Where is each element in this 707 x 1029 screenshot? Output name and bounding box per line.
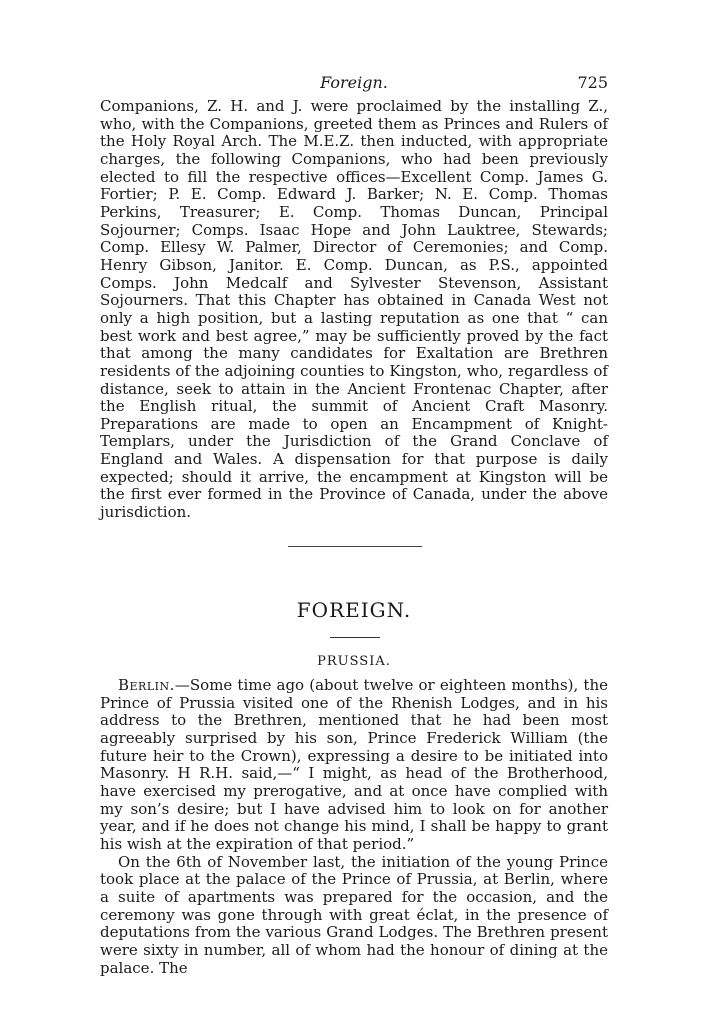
title-rule (330, 637, 380, 638)
subsection-title: PRUSSIA. (317, 654, 391, 669)
body-column-top (100, 98, 608, 522)
page-number: 725 (577, 73, 608, 92)
running-head-title: Foreign. (320, 73, 388, 92)
paragraph-initiation: On the 6th of November last, the initiation of the young Prince took place at the palace of the Prince of Prussia, at Berlin, where a suite of apartments was prepared for the occasion, and the ceremony was gone through with great éclat, in the presence of deputations from the various Grand Lodges. The Brethren present were sixty in number, all of whom had the honour of dining at the palace. The (100, 852, 608, 977)
section-divider (288, 546, 422, 547)
paragraph-chapter-installation: Companions, Z. H. and J. were proclaimed by the installing Z., who, with the Companions, greeted them as Princes and Rulers of the Holy Royal Arch. The M.E.Z. then inducted, with appropriate charges, the following Companions, who had been previously elected to fill the respective offices—Excellent Comp. James G. Fortier; P. E. Comp. Edward J. Barker; N. E. Comp. Thomas Perkins, Treasurer; E. Comp. Thomas Duncan, Principal Sojourner; Comps. Isaac Hope and John Lauktree, Stewards; Comp. Ellesy W. Palmer, Director of Ceremonies; and Comp. Henry Gibson, Janitor. E. Comp. Duncan, as P.S., appointed Comps. John Medcalf and Sylvester Stevenson, Assistant Sojourners. That this Chapter has obtained in Canada West not only a high position, but a lasting reputation as one that “ can best work and best agree,” may be sufficiently proved by the fact that among the many candidates for Exaltation are Brethren residents of the adjoining counties to Kingston, who, regardless of distance, seek to attain in the Ancient Frontenac Chapter, after the English ritual, the summit of Ancient Craft Masonry. Preparations are made to open an Encampment of Knight-Templars, under the Jurisdiction of the Grand Conclave of England and Wales. A dispensation for that purpose is daily expected; should it arrive, the encampment at Kingston will be the first ever formed in the Province of Canada, under the above jurisdiction. (100, 97, 608, 522)
paragraph-berlin-text: —Some time ago (about twelve or eighteen months), the Prince of Prussia visited one of the Rhenish Lodges, and in his address to the Brethren, mentioned that he had been most agreeably surprised by his son, Prince Frederick William (the future heir to the Crown), expressing a desire to be initiated into Masonry. H R.H. said,—“ I might, as head of the Brotherhood, have exercised my prerogative, and at once have complied with my son’s desire; but I have advised him to look on for another year, and if he does not change his mind, I shall be happy to grant his wish at the expiration of that period.” (100, 676, 608, 853)
section-title: FOREIGN. (296, 598, 412, 622)
dateline: Berlin. (118, 676, 175, 694)
paragraph-berlin (100, 677, 608, 854)
running-head (100, 72, 608, 94)
body-column-bottom (100, 677, 608, 977)
